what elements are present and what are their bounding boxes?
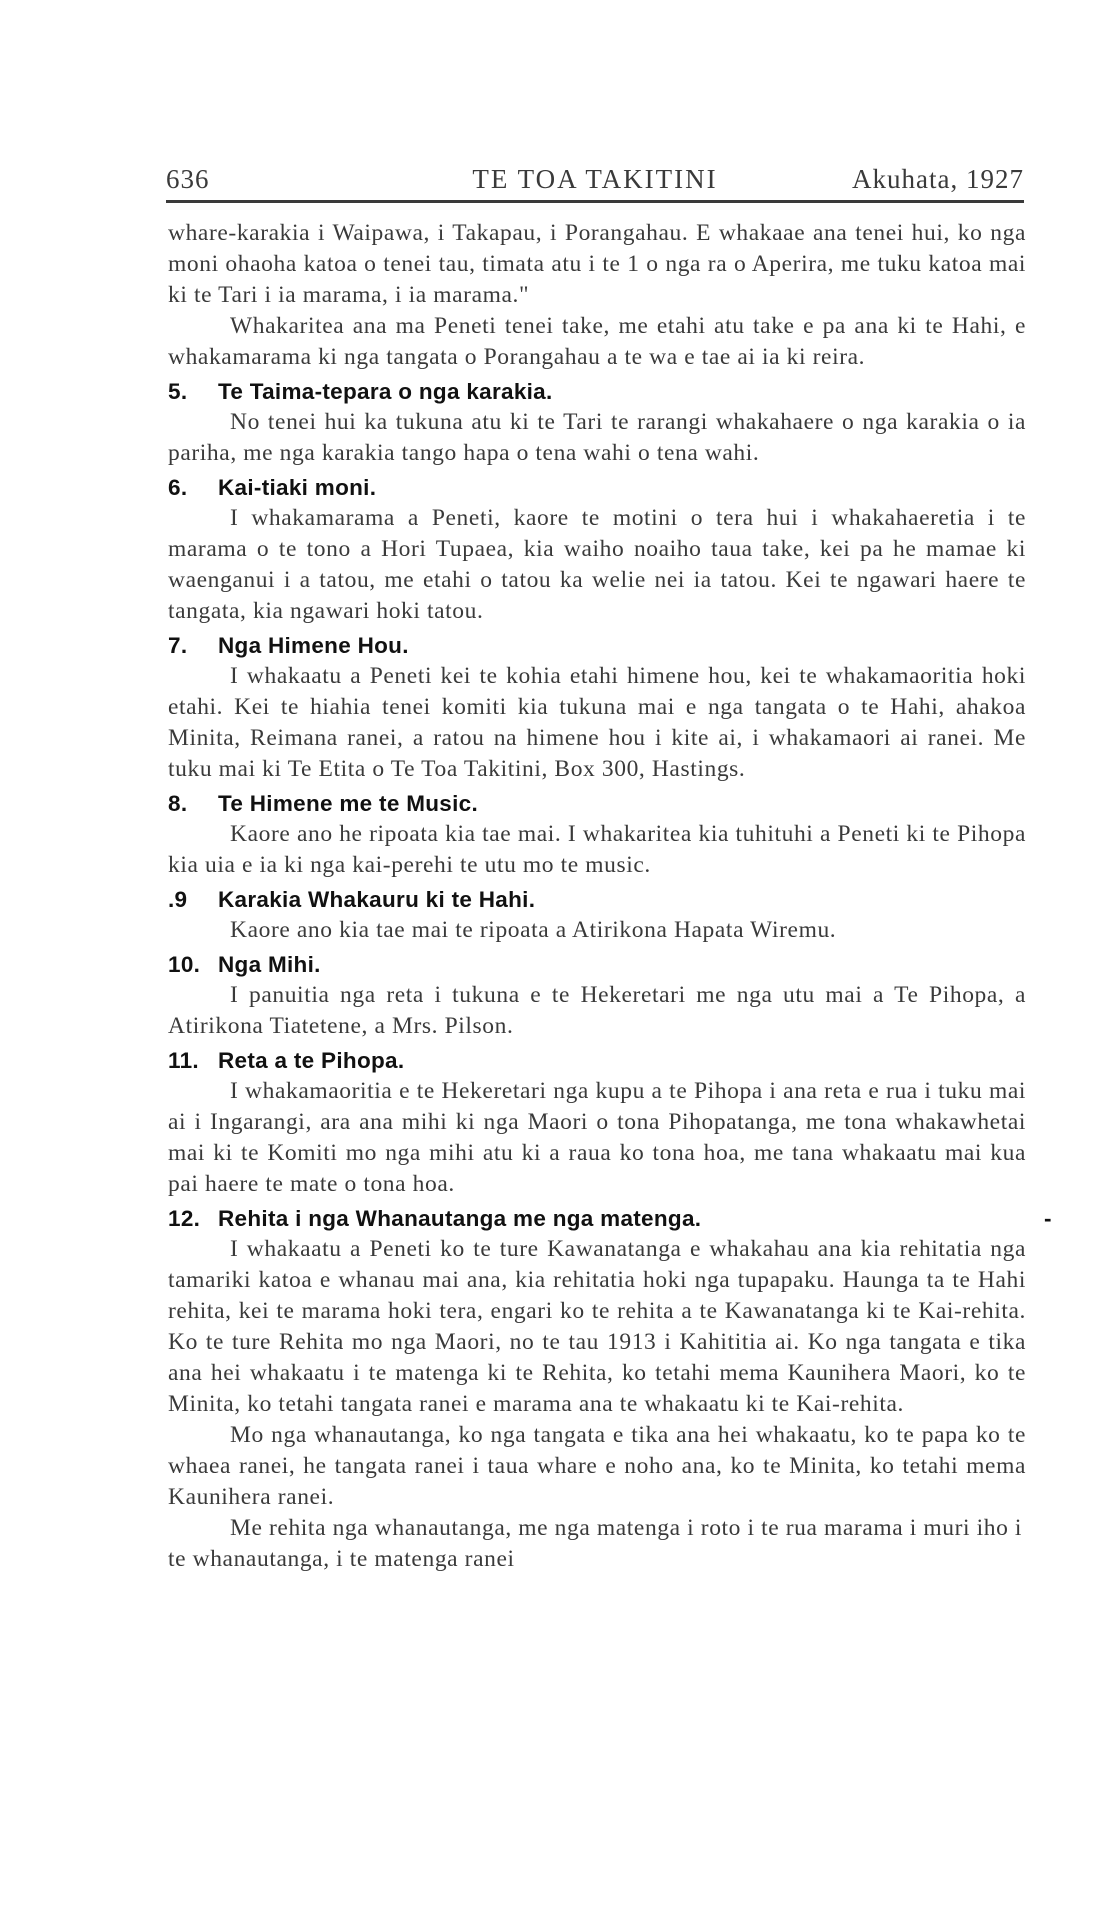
section-heading [168,949,1026,980]
section-number: 12. [168,1206,201,1231]
section-text: I whakaatu a Peneti kei te kohia etahi himene hou, kei te whakamaoritia hoki etahi. Kei te hiahia tenei komiti kia tukuna mai e nga tangata o te Hahi, ahakoa Minita, Reimana ranei, a ratou na himene hou i kite ai, i whakamaori ai ranei. Me tuku mai ki Te Etita o Te Toa Takitini, Box 300, Hastings. [168,663,1026,782]
section-text: Kaore ano he ripoata kia tae mai. I whakaritea kia tuhituhi a Peneti ki te Pihopa kia uia e ia ki nga kai-perehi te utu mo te music. [168,821,1026,878]
section-title: Rehita i nga Whanautanga me nga matenga. [218,1206,702,1231]
section-heading [168,788,1026,819]
section-text: Mo nga whanautanga, ko nga tangata e tika ana hei whakaatu, ko te papa ko te whaea ranei, he tangata ranei i taua whare e noho ana, ko te Minita, ko tetahi mema Kaunihera ranei. [168,1422,1026,1510]
section-text: Me rehita nga whanautanga, me nga matenga i roto i te rua marama i muri iho i te whanautanga, i te matenga ranei [168,1515,1023,1572]
issue-date: Akuhata, 1927 [852,164,1024,194]
section-text: Kaore ano kia tae mai te ripoata a Atirikona Hapata Wiremu. [230,917,837,943]
intro-paragraph: Whakaritea ana ma Peneti tenei take, me etahi atu take e pa ana ki te Hahi, e whakamarama ki nga tangata o Porangahau a te wa e tae ai ia ki reira. [168,313,1026,370]
running-header [166,164,1024,200]
section-heading [168,472,1026,503]
section-title: Nga Mihi. [218,952,321,977]
section-number: 7. [168,633,188,658]
section-number: 11. [168,1048,199,1073]
section-number: .9 [168,887,188,912]
page-number: 636 [166,164,210,194]
margin-mark: - [1044,1206,1052,1231]
section-heading [168,630,1026,661]
section-text: I whakamaoritia e te Hekeretari nga kupu a te Pihopa i ana reta e rua i tuku mai ai i Ingarangi, ara ana mihi ki nga Maori o tona Pihopatanga, me tona whakawhetai mai ki te Komiti mo nga mihi atu ki a raua ko tona hoa, me tana whakaatu mai kua pai haere te mate o tona hoa. [168,1078,1026,1197]
intro-paragraph: whare-karakia i Waipawa, i Takapau, i Porangahau. E whakaae ana tenei hui, ko nga moni ohaoha katoa o tenei tau, timata atu i te 1 o nga ra o Aperira, me tuku katoa mai ki te Tari i ia marama, i ia marama." [168,220,1026,308]
section-title: Kai-tiaki moni. [218,475,377,500]
section-number: 5. [168,379,188,404]
section-title: Reta a te Pihopa. [218,1048,405,1073]
section-heading [168,376,1026,407]
section-text: I whakaatu a Peneti ko te ture Kawanatanga e whakahau ana kia rehitatia nga tamariki katoa e whanau mai ana, kia rehitatia hoki nga tupapaku. Haunga ta te Hahi rehita, kei te marama hoki tera, engari ko te rehita a te Kawanatanga ki te Kai-rehita. Ko te ture Rehita mo nga Maori, no te tau 1913 i Kahititia ai. Ko nga tangata e tika ana hei whakaatu i te matenga ki te Rehita, ko tetahi mema Kaunihera Maori, ko te Minita, ko tetahi tangata ranei e marama ana te whakaatu ki te Kai-rehita. [168,1236,1026,1417]
section-text: I whakamarama a Peneti, kaore te motini o tera hui i whakahaeretia i te marama o te tono a Hori Tupaea, kia waiho noaiho taua take, kei pa he mamae ki waenganui i a tatou, me etahi o tatou ka welie nei ia tatou. Kei te ngawari haere te tangata, kia ngawari hoki tatou. [168,505,1026,624]
section-title: Te Himene me te Music. [218,791,479,816]
section-heading [168,1203,1052,1234]
section-number: 10. [168,952,201,977]
journal-title: TE TOA TAKITINI [472,164,718,194]
section-number: 8. [168,791,188,816]
section-heading [168,884,1026,915]
section-title: Karakia Whakauru ki te Hahi. [218,887,536,912]
article-body [168,218,1052,1575]
section-title: Nga Himene Hou. [218,633,409,658]
section-heading [168,1045,1026,1076]
section-title: Te Taima-tepara o nga karakia. [218,379,553,404]
header-rule [166,200,1024,203]
section-number: 6. [168,475,188,500]
section-text: No tenei hui ka tukuna atu ki te Tari te rarangi whakahaere o nga karakia o ia pariha, me nga karakia tango hapa o tena wahi o tena wahi. [168,409,1026,466]
section-text: I panuitia nga reta i tukuna e te Hekeretari me nga utu mai a Te Pihopa, a Atirikona Tiatetene, a Mrs. Pilson. [168,982,1026,1039]
